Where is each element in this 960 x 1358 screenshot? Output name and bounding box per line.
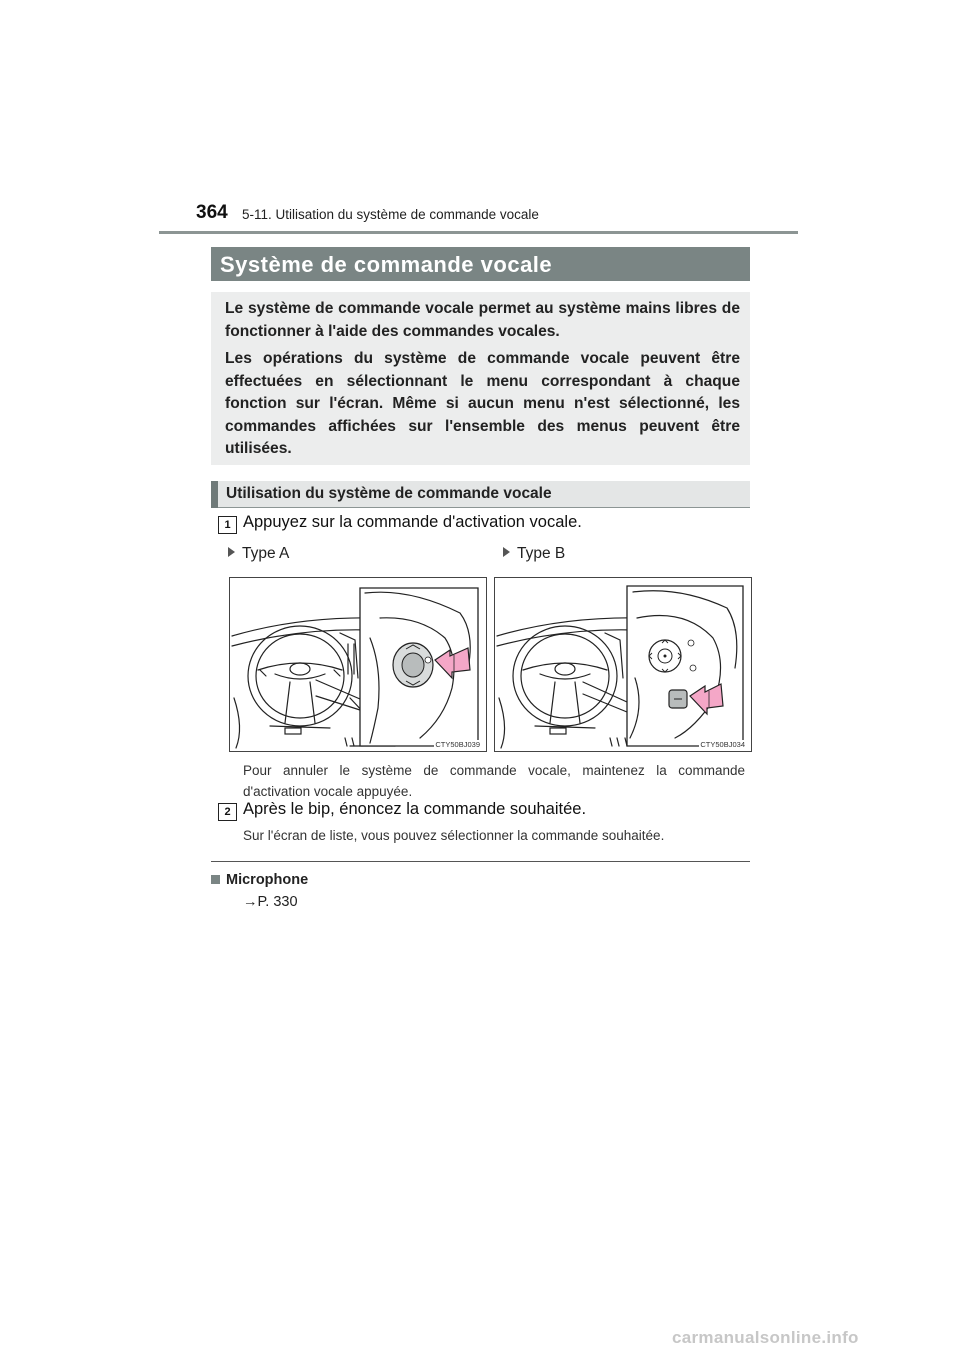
figure-type-b <box>494 577 752 752</box>
page-number: 364 <box>196 202 228 223</box>
square-bullet-icon <box>211 875 220 884</box>
header-rule <box>159 231 798 234</box>
figure-code: CTY50BJ039 <box>435 740 480 749</box>
figure-code: CTY50BJ034 <box>700 740 745 749</box>
steering-wheel-illustration <box>230 578 486 751</box>
step-text-1: Appuyez sur la commande d'activation vocale. <box>243 513 582 531</box>
step-number-1: 1 <box>218 516 237 534</box>
intro-paragraph: Le système de commande vocale permet au système mains libres de fonctionner à l'aide des commandes vocales. <box>225 300 740 340</box>
subsection-title-bar <box>211 481 750 508</box>
microphone-heading-text: Microphone <box>226 872 309 888</box>
watermark: carmanualsonline.info <box>672 1328 859 1347</box>
figure-label-text: Type A <box>242 545 290 562</box>
subsection-accent <box>211 481 218 508</box>
section-title-bar <box>211 247 750 281</box>
chapter-title: 5-11. Utilisation du système de commande vocale <box>242 207 539 222</box>
step-note-1: Pour annuler le système de commande vocale, maintenez la commande d'activation vocale appuyée. <box>243 763 745 799</box>
page-reference-link[interactable]: →P. 330 <box>243 894 298 910</box>
step-text-2: Après le bip, énoncez la commande souhaitée. <box>243 800 587 818</box>
step-note-2: Sur l'écran de liste, vous pouvez sélectionner la commande souhaitée. <box>243 828 665 843</box>
intro-paragraph: Les opérations du système de commande vocale peuvent être effectuées en sélectionnant le menu correspondant à chaque fonction sur l'écran. Même si aucun menu n'est sélectionné, les commandes affichées sur l'ensemble des menus peuvent être utilisées. <box>225 350 740 458</box>
subsection-title: Utilisation du système de commande vocale <box>226 485 552 502</box>
figure-label-type-b <box>503 545 565 563</box>
figure-label-type-a <box>228 545 289 563</box>
figure-label-text: Type B <box>517 545 566 562</box>
step-number-2: 2 <box>218 803 237 821</box>
figure-type-a <box>229 577 487 752</box>
microphone-heading <box>211 872 308 888</box>
section-divider <box>211 861 750 862</box>
section-title: Système de commande vocale <box>220 252 553 277</box>
triangle-bullet-icon <box>503 547 510 557</box>
intro-box <box>211 292 750 465</box>
triangle-bullet-icon <box>228 547 235 557</box>
steering-wheel-illustration <box>495 578 751 751</box>
